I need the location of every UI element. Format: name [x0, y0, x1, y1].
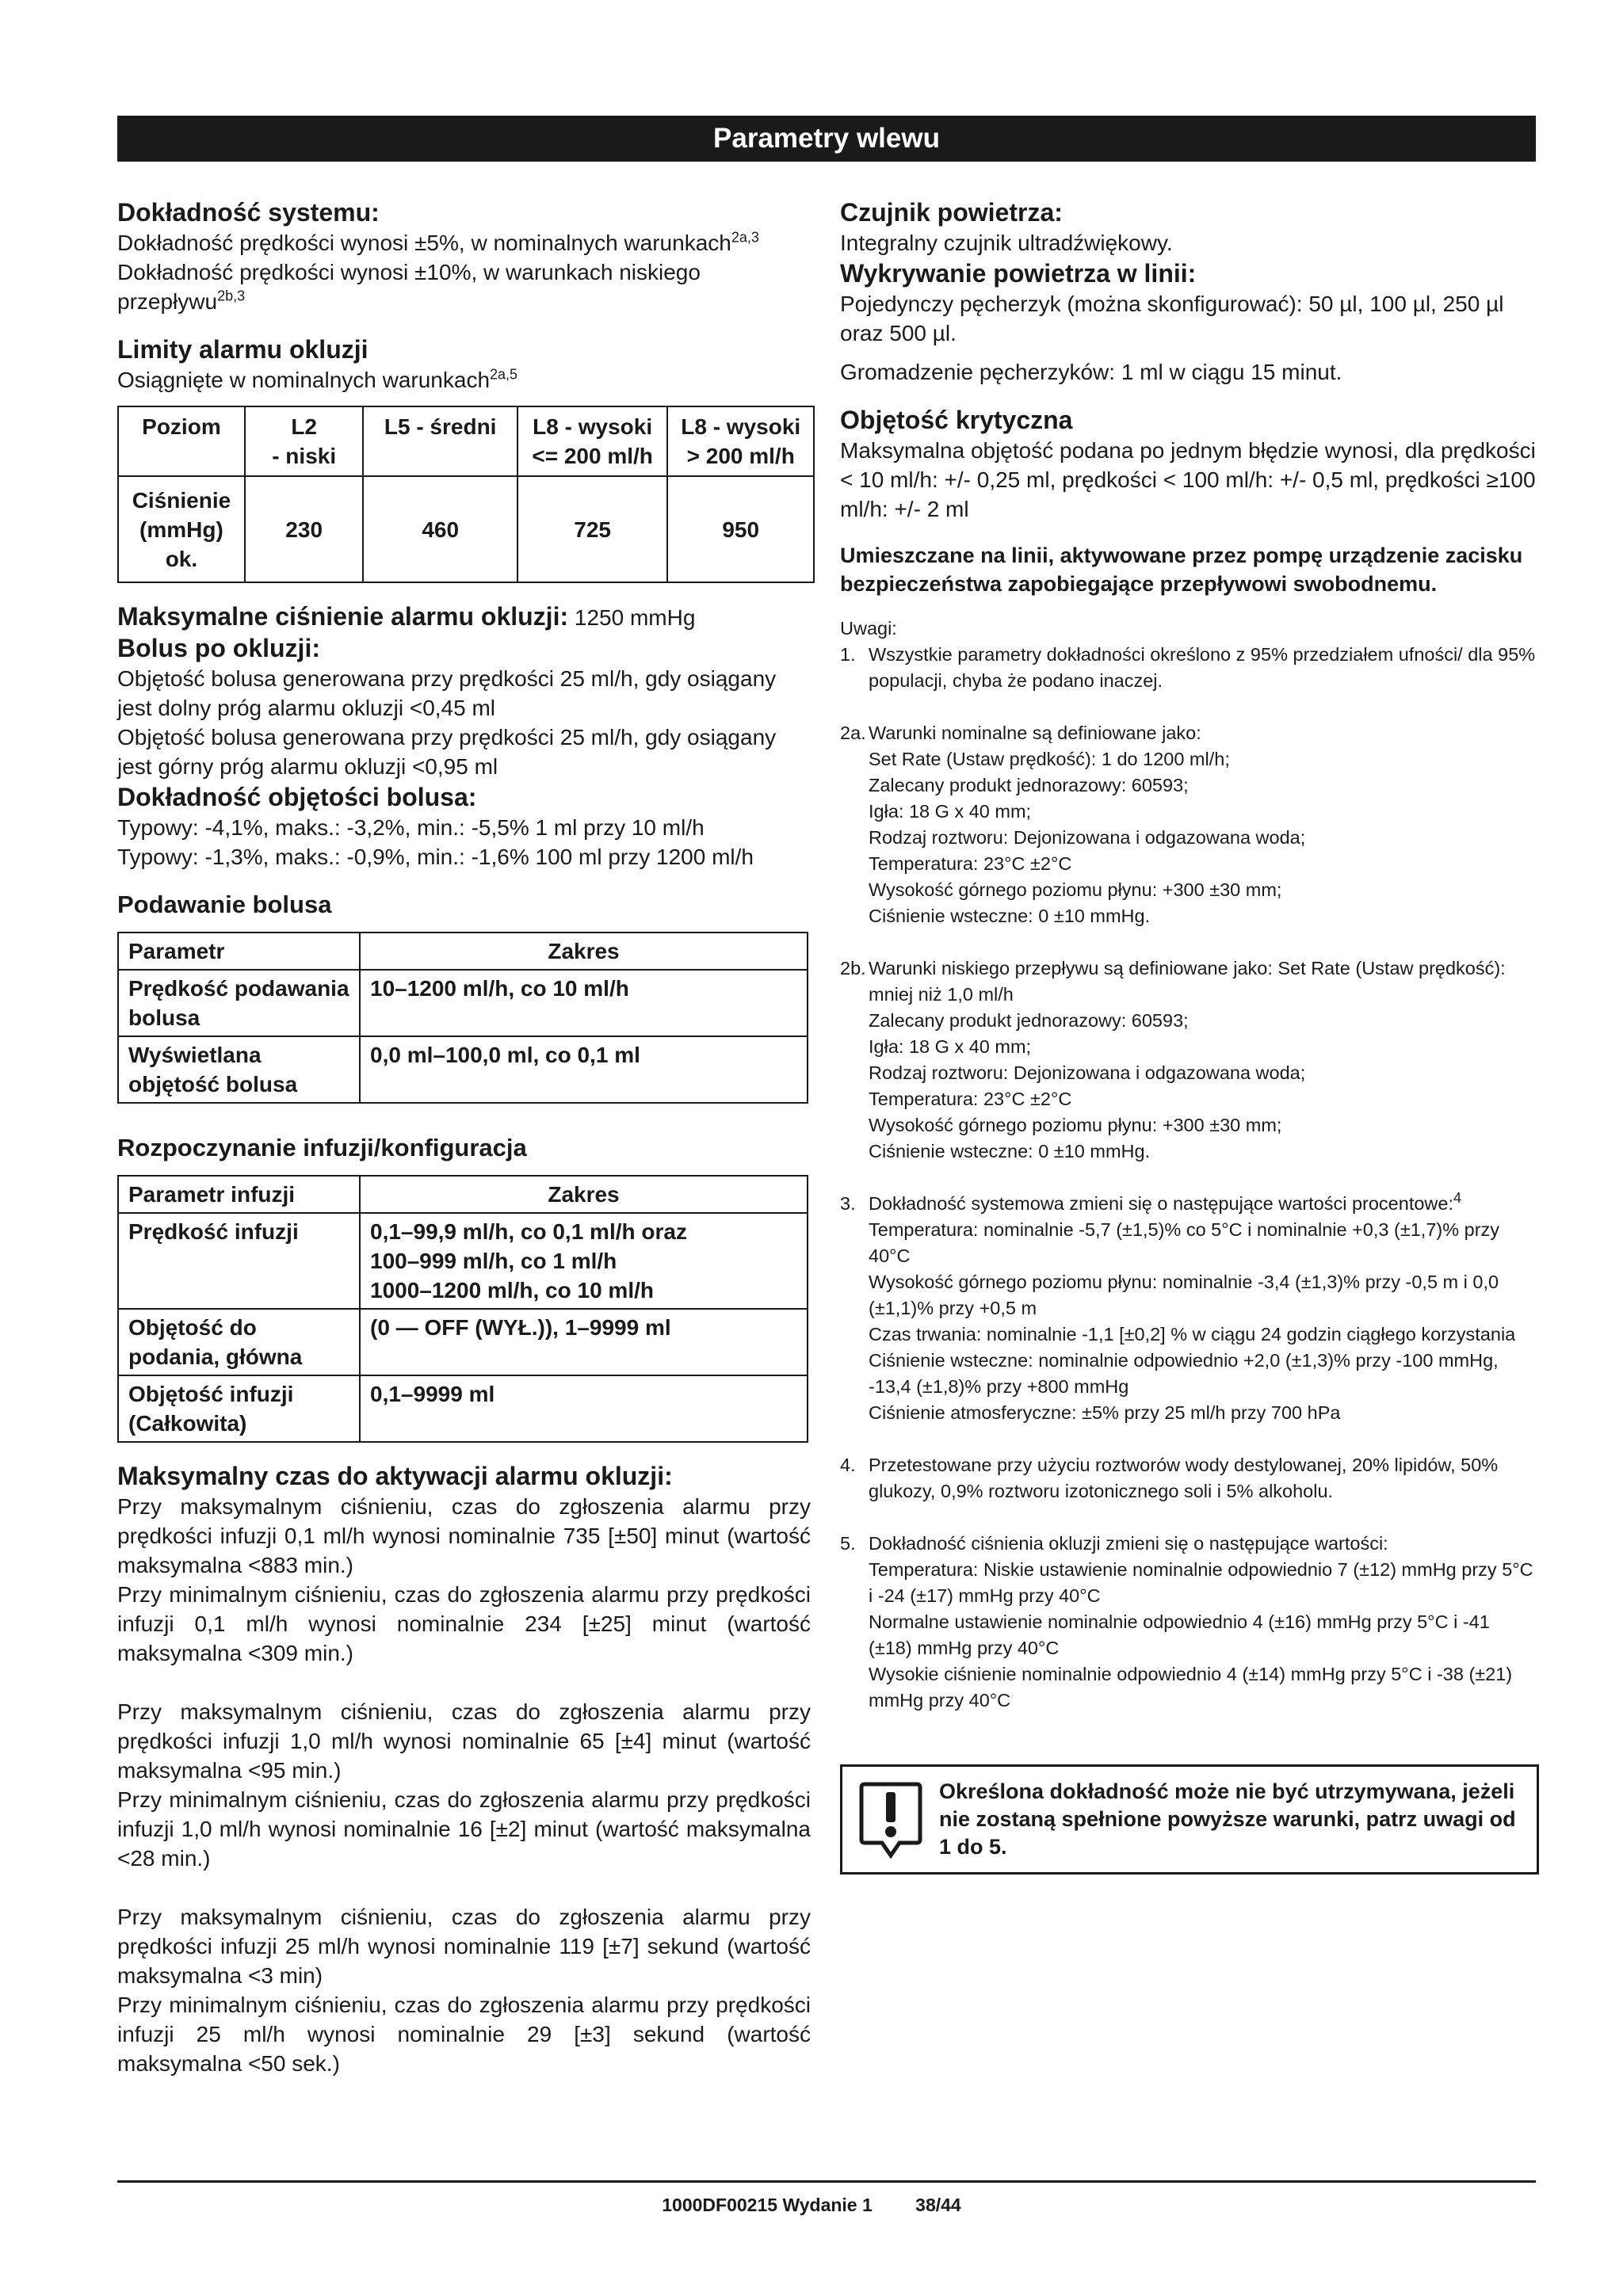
max-time-para-2: Przy minimalnym ciśnieniu, czas do zgłoszenia alarmu przy prędkości infuzji 0,1 ml/h wynosi nominalnie 234 [±25] minut (wartość maksymalna <309 min.) — [117, 1582, 811, 1665]
table-cell: 10–1200 ml/h, co 10 ml/h — [360, 970, 808, 1036]
table-row — [118, 1213, 808, 1309]
table-cell: 0,1–99,9 ml/h, co 0,1 ml/h oraz 100–999 ml/h, co 1 ml/h 1000–1200 ml/h, co 10 ml/h — [360, 1213, 808, 1309]
document-id: 1000DF00215 Wydanie 1 — [662, 2195, 873, 2215]
max-time-para-1: Przy maksymalnym ciśnieniu, czas do zgłoszenia alarmu przy prędkości infuzji 0,1 ml/h wynosi nominalnie 735 [±50] minut (wartość maksymalna <883 min.) — [117, 1494, 811, 1577]
right-column — [840, 196, 1537, 1875]
table-header: Parametr — [118, 933, 360, 970]
bolus-accuracy-line1: Typowy: -4,1%, maks.: -3,2%, min.: -5,5% 1 ml przy 10 ml/h — [117, 815, 705, 840]
occlusion-limits-table — [117, 406, 815, 583]
table-cell: 0,1–9999 ml — [360, 1375, 808, 1442]
left-column — [117, 196, 811, 2078]
note-1: 1. Wszystkie parametry dokładności określono z 95% przedziałem ufności/ dla 95% populacji, chyba że podano inaczej. — [840, 644, 1536, 691]
table-cell: Prędkość infuzji — [118, 1213, 360, 1309]
max-time-heading: Maksymalny czas do aktywacji alarmu okluzji: — [117, 1462, 673, 1490]
page-number: 38/44 — [915, 2195, 961, 2215]
page-title: Parametry wlewu — [117, 116, 1536, 162]
max-time-para-6: Przy minimalnym ciśnieniu, czas do zgłoszenia alarmu przy prędkości infuzji 25 ml/h wynosi nominalnie 29 [±3] sekund (wartość maksymalna <50 sek.) — [117, 1993, 811, 2076]
air-sensor-text: Integralny czujnik ultradźwiękowy. — [840, 231, 1173, 255]
air-in-line-text1: Pojedynczy pęcherzyk (można skonfigurować): 50 µl, 100 µl, 250 µl oraz 500 µl. — [840, 292, 1504, 345]
table-header: Parametr infuzji — [118, 1176, 360, 1213]
table-header: Zakres — [360, 933, 808, 970]
table-header: Poziom — [118, 406, 245, 476]
table-header: Zakres — [360, 1176, 808, 1213]
air-in-line-heading: Wykrywanie powietrza w linii: — [840, 259, 1197, 288]
bolus-delivery-table — [117, 932, 808, 1104]
table-header: L5 - średni — [363, 406, 517, 476]
table-header: L8 - wysoki <= 200 ml/h — [517, 406, 668, 476]
system-accuracy-section — [117, 196, 811, 316]
inline-clamp-text: Umieszczane na linii, aktywowane przez pompę urządzenie zacisku bezpieczeństwa zapobiegające przepływowi swobodnemu. — [840, 543, 1523, 596]
occlusion-limits-subtitle: Osiągnięte w nominalnych warunkach$^{2a,5}$ — [117, 366, 518, 392]
note-5: 5. Dokładność ciśnienia okluzji zmieni się o następujące wartości: Temperatura: Niskie ustawienie nominalnie odpowiednio 7 (±12) mmHg przy 5°C i -24 (±17) mmHg przy 40°C Normalne ustawienie nominalnie odpowiednio 4 (±16) mmHg przy 5°C i -41 (±18) mmHg przy 40°C Wysokie ciśnienie nominalnie odpowiednio 4 (±14) mmHg przy 5°C i -38 (±21) mmHg przy 40°C — [840, 1533, 1533, 1711]
table-row — [118, 1309, 808, 1375]
table-row — [118, 1036, 808, 1103]
notes-title: Uwagi: — [840, 618, 897, 639]
table-header: L8 - wysoki > 200 ml/h — [667, 406, 814, 476]
bolus-accuracy-heading: Dokładność objętości bolusa: — [117, 783, 477, 811]
table-cell: Wyświetlana objętość bolusa — [118, 1036, 360, 1103]
max-occlusion-pressure: Maksymalne ciśnienie alarmu okluzji: 1250 mmHg — [117, 602, 696, 631]
critical-volume-text: Maksymalna objętość podana po jednym błędzie wynosi, dla prędkości < 10 ml/h: +/- 0,25 ml, prędkości < 100 ml/h: +/- 0,5 ml, prędkości ≥100 ml/h: +/- 2 ml — [840, 438, 1536, 521]
max-time-para-3: Przy maksymalnym ciśnieniu, czas do zgłoszenia alarmu przy prędkości infuzji 1,0 ml/h wynosi nominalnie 65 [±4] minut (wartość maksymalna <95 min.) — [117, 1699, 811, 1783]
bolus-occlusion-heading: Bolus po okluzji: — [117, 634, 320, 662]
table-header: L2 - niski — [245, 406, 364, 476]
table-row — [118, 1375, 808, 1442]
bolus-occlusion-text1: Objętość bolusa generowana przy prędkości 25 ml/h, gdy osiągany jest dolny próg alarmu okluzji <0,45 ml — [117, 666, 777, 720]
table-row — [118, 970, 808, 1036]
system-accuracy-heading: Dokładność systemu: — [117, 198, 380, 227]
table-cell: Objętość infuzji (Całkowita) — [118, 1375, 360, 1442]
table-cell: 230 — [245, 476, 364, 582]
table-row-label: Ciśnienie (mmHg) ok. — [118, 476, 245, 582]
note-4: 4. Przetestowane przy użyciu roztworów wody destylowanej, 20% lipidów, 50% glukozy, 0,9% roztworu izotonicznego soli i 5% alkoholu. — [840, 1455, 1499, 1501]
max-time-para-5: Przy maksymalnym ciśnieniu, czas do zgłoszenia alarmu przy prędkości infuzji 25 ml/h wynosi nominalnie 119 [±7] sekund (wartość maksymalna <3 min) — [117, 1905, 811, 1988]
table-cell: Prędkość podawania bolusa — [118, 970, 360, 1036]
warning-text: Określona dokładność może nie być utrzymywana, jeżeli nie zostaną spełnione powyższe warunki, patrz uwagi od 1 do 5. — [939, 1779, 1516, 1859]
max-time-para-4: Przy minimalnym ciśnieniu, czas do zgłoszenia alarmu przy prędkości infuzji 1,0 ml/h wynosi nominalnie 16 [±2] minut (wartość maksymalna <28 min.) — [117, 1787, 811, 1871]
system-accuracy-line2: Dokładność prędkości wynosi ±10%, w warunkach niskiego przepływu$^{2b,3}$ — [117, 260, 701, 314]
bolus-occlusion-text2: Objętość bolusa generowana przy prędkości 25 ml/h, gdy osiągany jest górny próg alarmu okluzji <0,95 ml — [117, 725, 777, 779]
table-cell: 725 — [517, 476, 668, 582]
exclamation-warning-icon — [858, 1781, 923, 1859]
critical-volume-heading: Objętość krytyczna — [840, 406, 1073, 434]
infusion-start-table — [117, 1175, 808, 1443]
table-cell: 950 — [667, 476, 814, 582]
air-sensor-heading: Czujnik powietrza: — [840, 198, 1063, 227]
occlusion-limits-heading: Limity alarmu okluzji — [117, 335, 369, 364]
bolus-accuracy-line2: Typowy: -1,3%, maks.: -0,9%, min.: -1,6% 100 ml przy 1200 ml/h — [117, 845, 754, 869]
infusion-start-heading: Rozpoczynanie infuzji/konfiguracja — [117, 1134, 527, 1161]
footer — [0, 2195, 1623, 2216]
note-2b: 2b. Warunki niskiego przepływu są definiowane jako: Set Rate (Ustaw prędkość): mniej niż 1,0 ml/h Zalecany produkt jednorazowy: 60593; Igła: 18 G x 40 mm; Rodzaj roztworu: Dejonizowana i odgazowana woda; Temperatura: 23°C ±2°C Wysokość górnego poziomu płynu: +300 ±30 mm; Ciśnienie wsteczne: 0 ±10 mmHg. — [840, 958, 1506, 1161]
note-3: 3. Dokładność systemowa zmieni się o następujące wartości procentowe:$^4$ Temperatura: nominalnie -5,7 (±1,5)% co 5°C i nominalnie +0,3 (±1,7)% przy 40°C Wysokość górnego poziomu płynu: nominalnie -3,4 (±1,3)% przy -0,5 m i 0,0 (±1,1)% przy +0,5 m Czas trwania: nominalnie -1,1 [±0,2] % w ciągu 24 godzin ciągłego korzystania Ciśnienie wsteczne: nominalnie odpowiednio +2,0 (±1,3)% przy -100 mmHg, -13,4 (±1,8)% przy +800 mmHg Ciśnienie atmosferyczne: ±5% przy 25 ml/h przy 700 hPa — [840, 1190, 1516, 1423]
table-cell: Objętość do podania, główna — [118, 1309, 360, 1375]
system-accuracy-line1: Dokładność prędkości wynosi ±5%, w nominalnych warunkach$^{2a,3}$ — [117, 229, 759, 255]
table-cell: 460 — [363, 476, 517, 582]
occlusion-limits-section — [117, 334, 811, 583]
table-cell: (0 — OFF (WYŁ.)), 1–9999 ml — [360, 1309, 808, 1375]
note-2a: 2a. Warunki nominalne są definiowane jako: Set Rate (Ustaw prędkość): 1 do 1200 ml/h; Zalecany produkt jednorazowy: 60593; Igła: 18 G x 40 mm; Rodzaj roztworu: Dejonizowana i odgazowana woda; Temperatura: 23°C ±2°C Wysokość górnego poziomu płynu: +300 ±30 mm; Ciśnienie wsteczne: 0 ±10 mmHg. — [840, 723, 1306, 926]
air-in-line-text2: Gromadzenie pęcherzyków: 1 ml w ciągu 15 minut. — [840, 360, 1342, 384]
footer-rule — [117, 2180, 1536, 2183]
notes-section — [840, 616, 1537, 1714]
bolus-delivery-heading: Podawanie bolusa — [117, 891, 332, 918]
warning-box — [840, 1764, 1539, 1875]
table-cell: 0,0 ml–100,0 ml, co 0,1 ml — [360, 1036, 808, 1103]
